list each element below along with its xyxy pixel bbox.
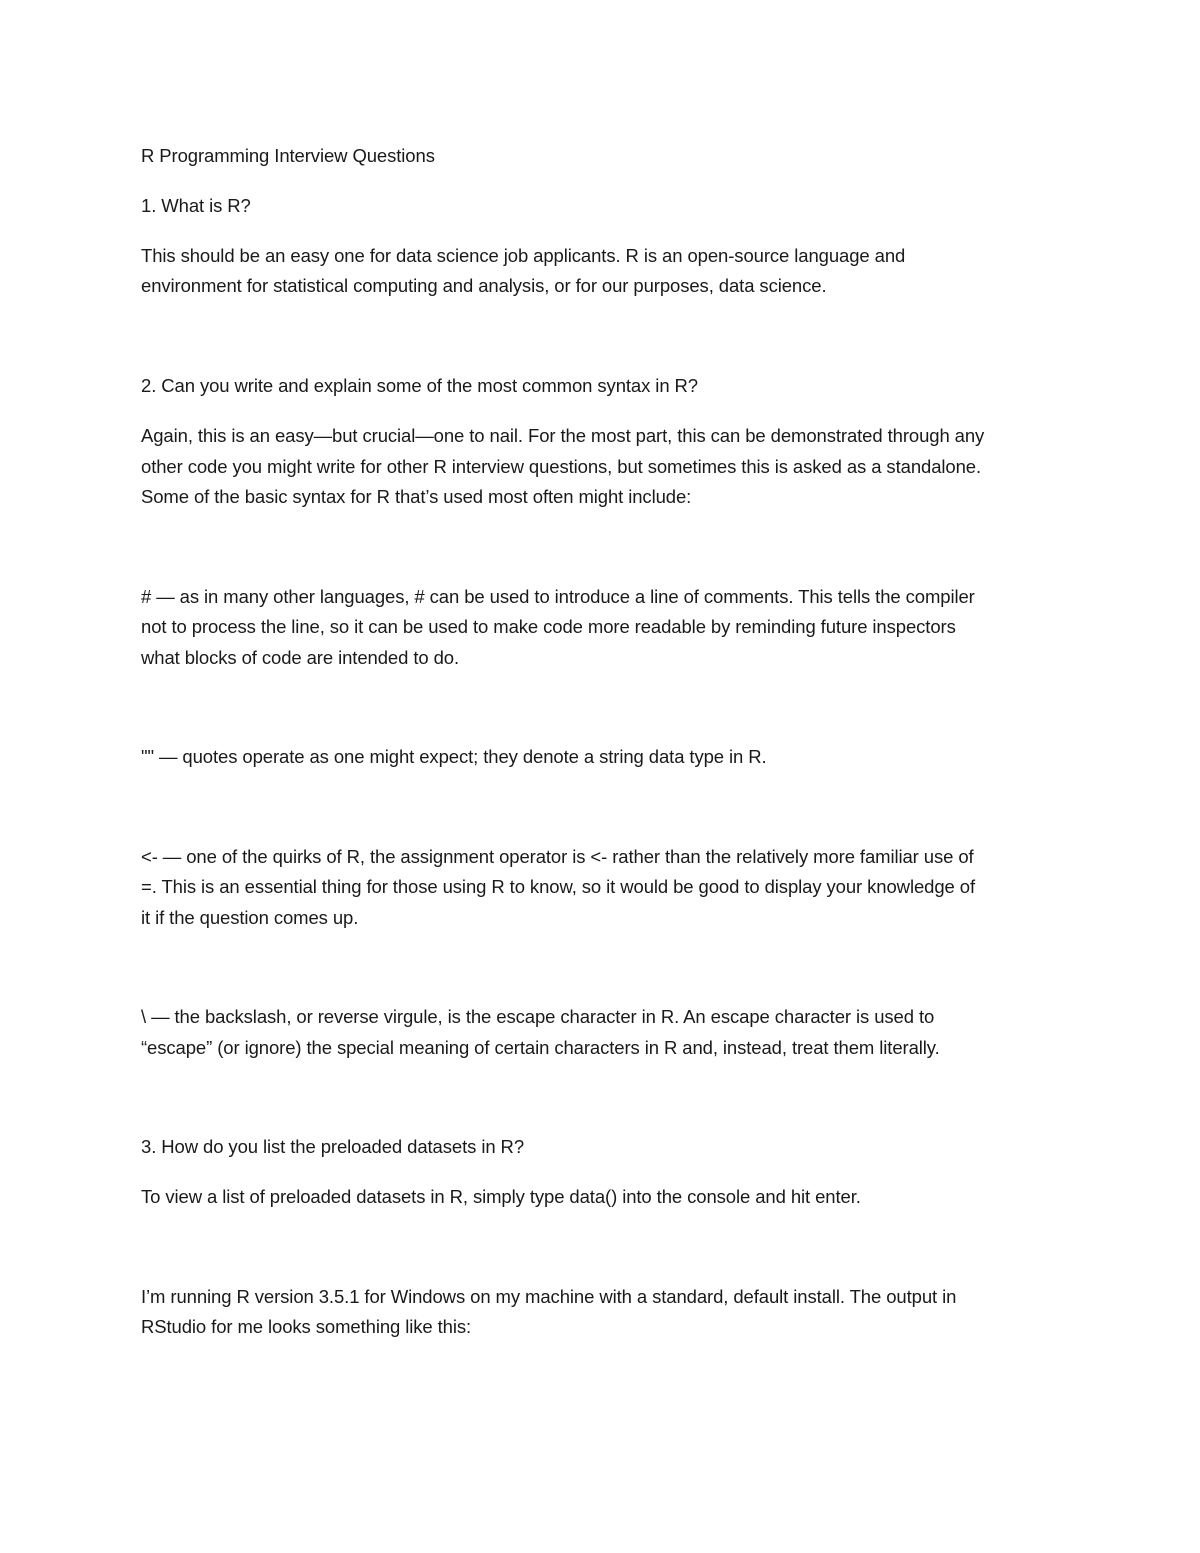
syntax-hash-line-2: not to process the line, so it can be used to make code more readable by reminding future inspectors [141, 616, 956, 637]
question-2: 2. Can you write and explain some of the most common syntax in R? [141, 375, 698, 396]
syntax-assign-line-1: <- — one of the quirks of R, the assignment operator is <- rather than the relatively more familiar use of [141, 846, 974, 867]
syntax-assign-line-3: it if the question comes up. [141, 907, 359, 928]
question-1: 1. What is R? [141, 195, 251, 216]
syntax-quotes-line: "" — quotes operate as one might expect; they denote a string data type in R. [141, 746, 767, 767]
syntax-assign-line-2: =. This is an essential thing for those using R to know, so it would be good to display your knowledge of [141, 876, 975, 897]
syntax-backslash-line-1: \ — the backslash, or reverse virgule, is the escape character in R. An escape character is used to [141, 1006, 935, 1027]
syntax-hash-line-1: # — as in many other languages, # can be used to introduce a line of comments. This tells the compiler [141, 586, 975, 607]
document-title: R Programming Interview Questions [141, 145, 435, 166]
question-3: 3. How do you list the preloaded datasets in R? [141, 1136, 525, 1157]
syntax-hash-line-3: what blocks of code are intended to do. [141, 647, 460, 668]
answer-2-intro-line-3: Some of the basic syntax for R that’s used most often might include: [141, 486, 692, 507]
answer-1-line-1: This should be an easy one for data science job applicants. R is an open-source language and [141, 245, 906, 266]
answer-2-intro-line-1: Again, this is an easy—but crucial—one to nail. For the most part, this can be demonstrated through any [141, 425, 985, 446]
answer-3: To view a list of preloaded datasets in R, simply type data() into the console and hit enter. [141, 1186, 861, 1207]
answer-2-intro-line-2: other code you might write for other R interview questions, but sometimes this is asked as a standalone. [141, 456, 981, 477]
answer-1-line-2: environment for statistical computing and analysis, or for our purposes, data science. [141, 275, 827, 296]
syntax-backslash-line-2: “escape” (or ignore) the special meaning of certain characters in R and, instead, treat them literally. [141, 1037, 940, 1058]
answer-3-followup-line-1: I’m running R version 3.5.1 for Windows on my machine with a standard, default install. The output in [141, 1286, 957, 1307]
answer-3-followup-line-2: RStudio for me looks something like this: [141, 1316, 472, 1337]
